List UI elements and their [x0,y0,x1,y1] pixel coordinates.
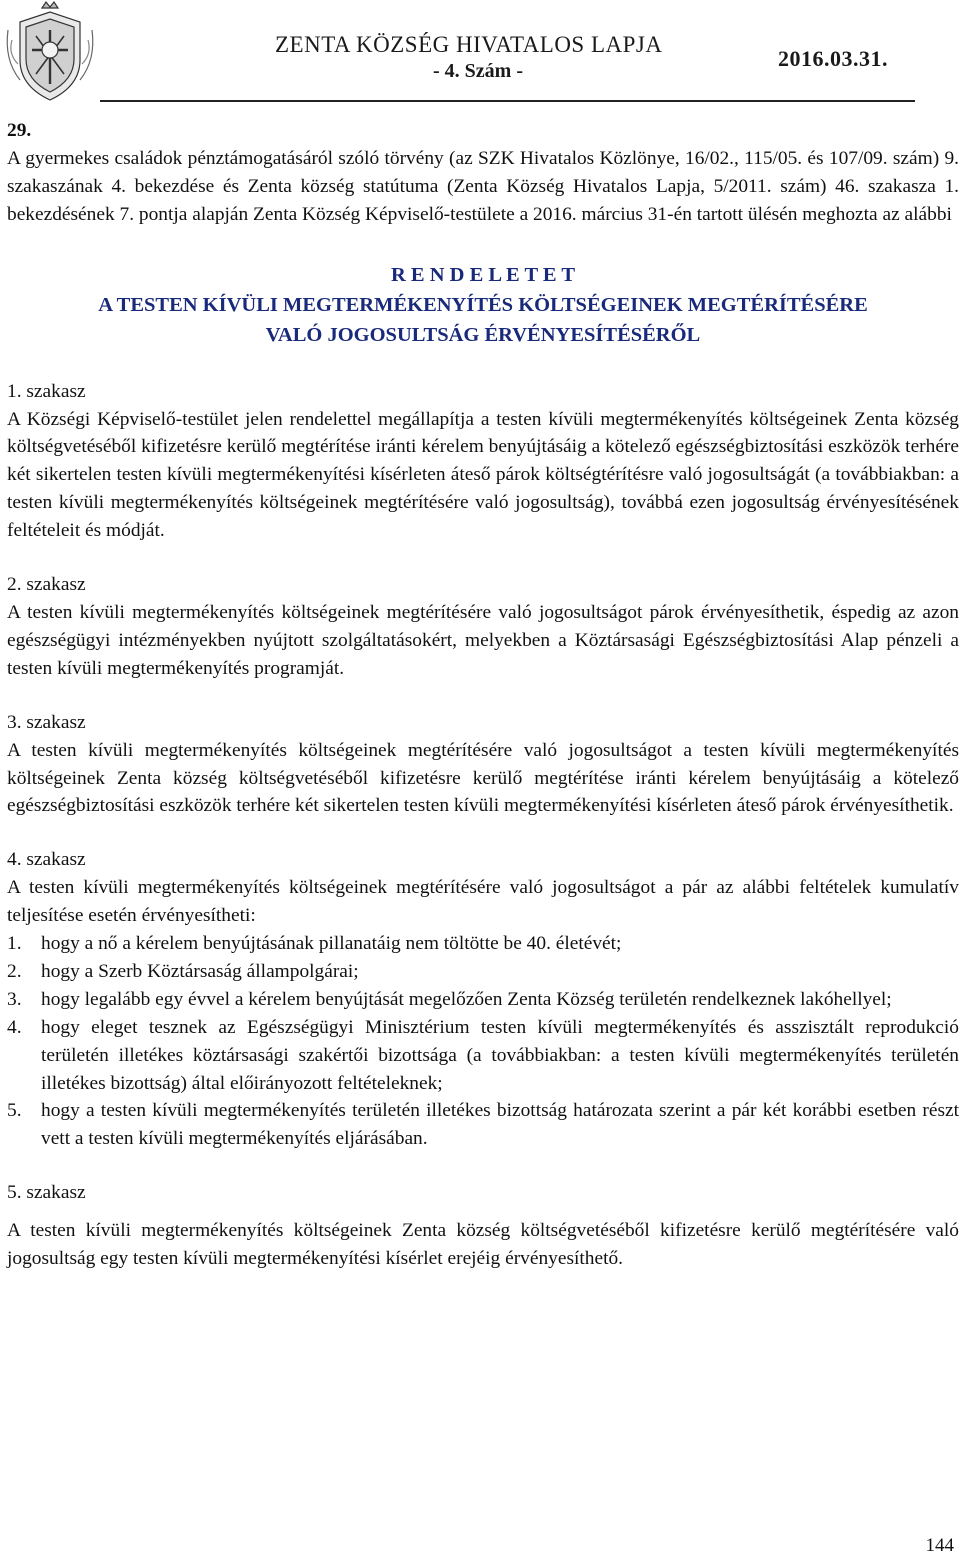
page-header [0,0,960,112]
section-text: A testen kívüli megtermékenyítés költségeinek Zenta község költségvetéséből kifizetésre kerülő megtérítésére való jogosultság egy testen kívüli megtermékenyítési kísérlet erejéig érvényesíthető. [7,1220,959,1270]
section-text: A testen kívüli megtermékenyítés költségeinek megtérítésére való jogosultságot a testen kívüli megtermékenyítés költségeinek Zenta község költségvetéséből kifizetésre kerülő megtérítése iránti kérelem benyújtásáig a kötelező egészségbiztosítási eszközök terhére két sikertelen testen kívüli megtermékenyítési kísérleten áteső párok érvényesíthetik. [7,739,959,817]
issue-number: - 4. Szám - [433,60,523,82]
page-number: 144 [925,1535,954,1556]
decree-title-line-1: A TESTEN KÍVÜLI MEGTERMÉKENYÍTÉS KÖLTSÉGEINEK MEGTÉRÍTÉSÉRE [98,293,868,316]
section-heading: 4. szakasz [7,849,86,871]
item-number: 29. [7,120,32,141]
document-body [7,117,959,1273]
decree-heading [7,260,959,350]
list-item: 4. hogy eleget tesznek az Egészségügyi Minisztérium testen kívüli megtermékenyítés és asszisztált reprodukció területén illetékes köztársasági szakértői bizottsága (a továbbiakban: a testen kívüli megtermékenyítés területén illetékes bizottság) által előirányozott feltételeknek; [7,1016,959,1094]
section-heading: 5. szakasz [7,1182,86,1204]
section-heading: 2. szakasz [7,574,86,596]
list-item: 2. hogy a Szerb Köztársaság állampolgárai; [7,960,359,982]
issue-date: 2016.03.31. [778,46,888,71]
conditions-list [7,930,959,1153]
list-item: 1. hogy a nő a kérelem benyújtásának pillanatáig nem töltötte be 40. életévét; [7,933,622,955]
list-item: 3. hogy legalább egy évvel a kérelem benyújtását megelőzően Zenta Község területén rendelkeznek lakóhellyel; [7,988,892,1010]
section-heading: 1. szakasz [7,380,86,402]
coat-of-arms-icon [2,0,98,108]
decree-word: R E N D E L E T E T [390,263,575,286]
section-text: A testen kívüli megtermékenyítés költségeinek megtérítésére való jogosultságot a pár az alábbi feltételek kumulatív teljesítése esetén érvényesítheti: [7,877,959,927]
decree-title-line-2: VALÓ JOGOSULTSÁG ÉRVÉNYESÍTÉSÉRŐL [265,323,701,346]
section-heading: 3. szakasz [7,711,86,733]
preamble: A gyermekes családok pénztámogatásáról szóló törvény (az SZK Hivatalos Közlönye, 16/02., 115/05. és 107/09. szám) 9. szakaszának 4. bekezdése és Zenta község statútuma (Zenta Község Hivatalos Lapja, 5/2011. szám) 46. szakasza 1. bekezdésének 7. pontja alapján Zenta Község Képviselő-testülete a 2016. március 31-én tartott ülésén meghozta az alábbi [7,147,959,225]
header-divider [100,100,915,102]
publication-title: ZENTA KÖZSÉG HIVATALOS LAPJA [275,32,663,57]
list-item: 5. hogy a testen kívüli megtermékenyítés területén illetékes bizottság határozata szerint a pár két korábbi esetben részt vett a testen kívüli megtermékenyítés eljárásában. [7,1100,959,1150]
section-text: A testen kívüli megtermékenyítés költségeinek megtérítésére való jogosultságot párok érvényesíthetik, éspedig az azon egészségügyi intézményekben nyújtott szolgáltatásokért, melyekben a Köztársasági Egészségbiztosítási Alap pénzeli a testen kívüli megtermékenyítés programját. [7,601,959,679]
section-text: A Községi Képviselő-testület jelen rendelettel megállapítja a testen kívüli megtermékenyítés költségeinek Zenta község költségvetéséből kifizetésre kerülő megtérítése iránti kérelem benyújtásáig a kötelező egészségbiztosítási eszközök terhére két sikertelen testen kívüli megtermékenyítési kísérleten áteső párok költségtérítésre való jogosultságát (a továbbiakban: a testen kívüli megtermékenyítés költségeinek megtérítésére való jogosultság), továbbá ezen jogosultság érvényesítésének feltételeit és módját. [7,408,959,542]
